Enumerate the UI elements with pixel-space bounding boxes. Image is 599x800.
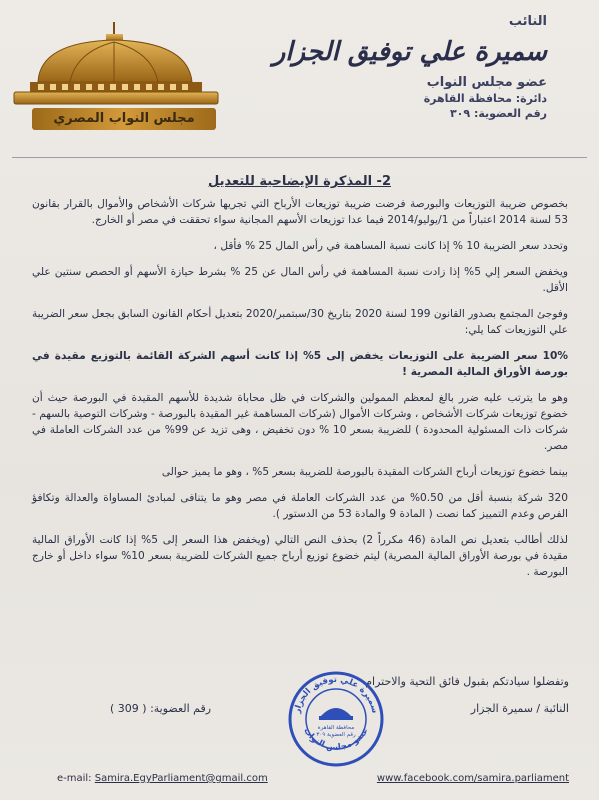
- paragraph: بينما خضوع توزيعات أرباح الشركات المقيدة بالبورصة للضريبة بسعر 5% ، وهو ما يميز حوالى: [161, 466, 568, 478]
- official-stamp-icon: [287, 670, 385, 768]
- parliament-logo: [10, 20, 222, 132]
- email-label: e-mail:: [57, 773, 92, 784]
- svg-text:رقم العضوية ٣٠٩: رقم العضوية ٣٠٩: [316, 732, 356, 738]
- mp-membership: رقم العضوية: ٣٠٩: [449, 107, 547, 120]
- logo-caption: مجلس النواب المصري: [32, 108, 216, 130]
- paragraph: وتحدد سعر الضريبة 10 % إذا كانت نسبة المساهمة في رأس المال 25 % فأقل ،: [213, 240, 568, 252]
- document-body: [32, 196, 568, 590]
- paragraph: 10% سعر الضريبة على التوزيعات يخفض إلى 5% إذا كانت أسهم الشركة القائمة بالتوزيع مقيدة في بورصة الأوراق المالية المصرية !: [32, 350, 568, 378]
- svg-text:سميرة علي توفيق الجزار: سميرة علي توفيق الجزار: [292, 674, 380, 715]
- paragraph: بخصوص ضريبة التوزيعات والبورصة فرضت ضريبة توزيعات الأرباح التي تجريها شركات الأشخاص والأموال بالقرار بقانون 53 لسنة 2014 اعتباراً من 1/يوليو/2014 فيما عدا توزيعات الأسهم المجانية سواء تحققت في مصر أو الخارج.: [32, 198, 568, 226]
- mp-name: سميرة علي توفيق الجزار: [272, 37, 547, 67]
- paragraph: وهو ما يترتب عليه ضرر بالغ لمعظم الممولين والشركات في ظل محاباة شديدة للأسهم المقيدة في البورصة حيث أن خضوع توزيعات شركات الأشخاص ، وشركات الأموال (شركات المساهمة غير المقيدة بالبورصة - وشركات التوصية بالسهم - شركات ذات المسئولية المحدودة ) للضريبة بسعر 10 % دون تخفيض ، وهى تزيد عن 99% من عدد الشركات العاملة في مصر.: [32, 392, 568, 452]
- footer: [0, 773, 599, 793]
- footer-facebook: [377, 773, 569, 784]
- document-title: 2- المذكرة الإيضاحية للتعديل: [208, 174, 391, 189]
- closing-greeting: وتفضلوا سيادتكم بقبول فائق التحية والاحترام: [365, 675, 569, 688]
- letterhead: [272, 14, 547, 120]
- paragraph: وفوجئ المجتمع بصدور القانون 199 لسنة 2020 بتاريخ 30/سبتمبر/2020 بتعديل أحكام القانون السابق بجعل سعر الضريبة علي التوزيعات كما يلي:: [32, 308, 568, 336]
- membership-number: رقم العضوية: ( 309 ): [110, 702, 212, 715]
- svg-text:عضو مجلس النواب: عضو مجلس النواب: [301, 726, 371, 753]
- letterhead-title: النائب: [508, 14, 547, 29]
- mp-role: عضو مجلس النواب: [426, 75, 547, 90]
- email-link[interactable]: Samira.EgyParliament@gmail.com: [94, 773, 268, 784]
- facebook-link[interactable]: www.facebook.com/samira.parliament: [376, 773, 569, 784]
- footer-email: [57, 773, 268, 784]
- paragraph: لذلك أطالب بتعديل نص المادة (46 مكرراً 2) بحذف النص التالي (ويخفض هذا السعر إلى 5% إذا كانت الأوراق المالية مقيدة في بورصة الأوراق المالية المصرية) ليتم خضوع توزيع أرباح جميع الشركات للضريبة بسعر 10% سواء داخل أو خارج البورصة .: [32, 534, 568, 578]
- header-divider: [12, 157, 587, 158]
- signer-name: النائبة / سميرة الجزار: [470, 702, 569, 715]
- paragraph: ويخفض السعر إلي 5% إذا زادت نسبة المساهمة في رأس المال عن 25 % بشرط حيازة الأسهم أو الحصص سنتين علي الأقل.: [32, 266, 569, 294]
- paragraph: 320 شركة بنسبة أقل من 0.50% من عدد الشركات العاملة في مصر وهو ما يتنافى لمبادئ المساواة والعدالة وتكافؤ الفرص وعدم التمييز كما نصت ( المادة 9 والمادة 53 من الدستور ).: [32, 492, 569, 520]
- parliament-dome-icon: [10, 20, 222, 110]
- mp-district: دائرة: محافظة القاهرة: [423, 92, 547, 105]
- svg-text:محافظة القاهرة: محافظة القاهرة: [317, 725, 355, 731]
